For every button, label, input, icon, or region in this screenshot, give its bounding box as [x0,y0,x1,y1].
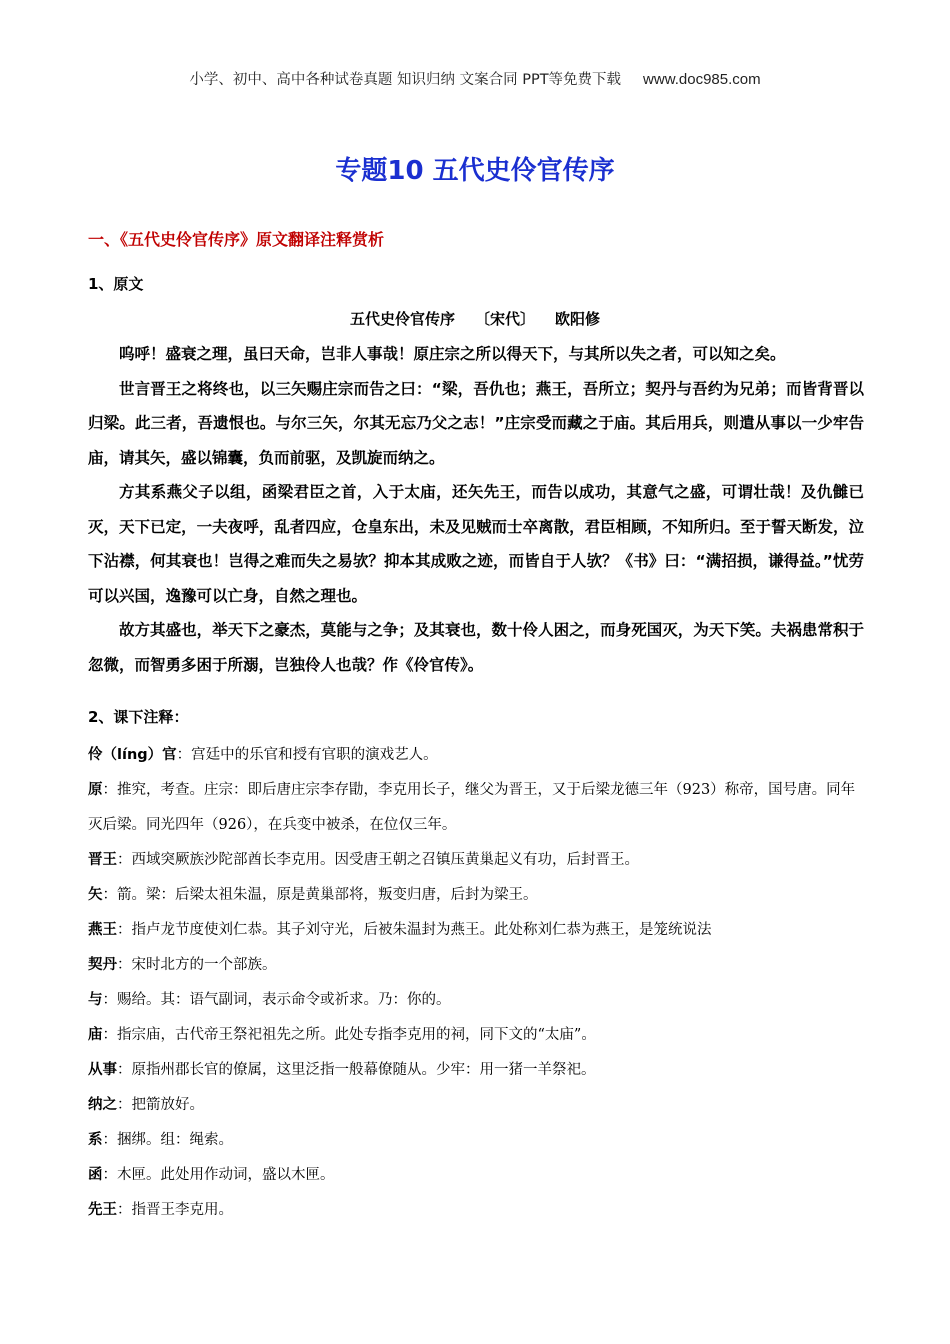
note-item [88,1053,864,1088]
paragraph: 故方其盛也，举天下之豪杰，莫能与之争；及其衰也，数十伶人困之，而身死国灭，为天下笑。夫祸患常积于忽微，而智勇多困于所溺，岂独伶人也哉？作《伶官传》。 [88,621,864,674]
note-text: ：箭。梁：后梁太祖朱温，原是黄巢部将，叛变归唐，后封为梁王。 [102,887,538,903]
note-item [88,773,864,843]
note-term: 与 [88,992,103,1008]
note-item [88,1158,864,1193]
header-text: 小学、初中、高中各种试卷真题 知识归纳 文案合同 PPT等免费下载 [189,72,622,88]
note-text: ：西域突厥族沙陀部酋长李克用。因受唐王朝之召镇压黄巢起义有功，后封晋王。 [117,852,639,868]
note-text: ：木匣。此处用作动词，盛以木匣。 [102,1167,335,1183]
note-text: ：捆绑。组：绳索。 [102,1132,233,1148]
note-term: 燕王 [88,922,117,938]
note-term: 函 [88,1167,103,1183]
section-heading: 一、《五代史伶官传序》原文翻译注释赏析 [88,230,385,249]
note-term: 伶（líng）官 [88,747,177,763]
note-item [88,1193,864,1228]
note-text: ：指卢龙节度使刘仁恭。其子刘守光，后被朱温封为燕王。此处称刘仁恭为燕王，是笼统说法 [117,922,712,938]
note-term: 系 [88,1132,103,1148]
note-text: ：推究，考查。庄宗：即后唐庄宗李存勖，李克用长子，继父为晋王，又于后梁龙德三年（923）称帝，国号唐。同年灭后梁。同光四年（926），在兵变中被杀，在位仅三年。 [88,782,856,833]
paragraph: 呜呼！盛衰之理，虽曰天命，岂非人事哉！原庄宗之所以得天下，与其所以失之者，可以知之矣。 [119,345,786,363]
note-term: 先王 [88,1202,117,1218]
note-item [88,913,864,948]
note-item [88,983,864,1018]
page-header [0,68,950,89]
note-term: 矢 [88,887,103,903]
note-term: 纳之 [88,1097,117,1113]
note-term: 契丹 [88,957,117,973]
note-item [88,878,864,913]
paragraph: 方其系燕父子以组，函梁君臣之首，入于太庙，还矢先王，而告以成功，其意气之盛，可谓壮哉！及仇雠已灭，天下已定，一夫夜呼，乱者四应，仓皇东出，未及见贼而士卒离散，君臣相顾，不知所归。至于誓天断发，泣下沾襟，何其衰也！岂得之难而失之易欤？抑本其成败之迹，而皆自于人欤？《书》曰：“满招损，谦得益。”忧劳可以兴国，逸豫可以亡身，自然之理也。 [88,483,864,605]
poem-author: 欧阳修 [555,310,601,328]
note-item [88,948,864,983]
original-text [88,337,864,682]
paragraph: 世言晋王之将终也，以三矢赐庄宗而告之曰：“梁，吾仇也；燕王，吾所立；契丹与吾约为兄弟；而皆背晋以归梁。此三者，吾遗恨也。与尔三矢，尔其无忘乃父之志！”庄宗受而藏之于庙。其后用兵，则遣从事以一少牢告庙，请其矢，盛以锦囊，负而前驱，及凯旋而纳之。 [88,379,864,467]
note-text: ：把箭放好。 [117,1097,204,1113]
note-text: ：宫廷中的乐官和授有官职的演戏艺人。 [176,747,438,763]
note-text: ：赐给。其：语气副词，表示命令或祈求。乃：你的。 [102,992,451,1008]
note-item [88,1088,864,1123]
header-url[interactable]: www.doc985.com [643,71,761,88]
notes-list [88,738,864,1228]
poem-title-line [0,308,950,329]
note-text: ：指晋王李克用。 [117,1202,233,1218]
note-item [88,1123,864,1158]
note-term: 庙 [88,1027,103,1043]
poem-dynasty: 〔宋代〕 [474,310,535,328]
note-item [88,738,864,773]
note-term: 晋王 [88,852,117,868]
note-item [88,843,864,878]
original-heading: 1、原文 [88,275,144,293]
page-title: 专题10 五代史伶官传序 [335,156,615,186]
note-term: 原 [88,782,103,798]
note-text: ：原指州郡长官的僚属，这里泛指一般幕僚随从。少牢：用一猪一羊祭祀。 [117,1062,596,1078]
note-item [88,1018,864,1053]
poem-title: 五代史伶官传序 [349,310,455,328]
note-text: ：指宗庙，古代帝王祭祀祖先之所。此处专指李克用的祠，同下文的“太庙”。 [102,1027,596,1043]
note-term: 从事 [88,1062,117,1078]
notes-heading: 2、课下注释： [88,708,189,726]
note-text: ：宋时北方的一个部族。 [117,957,277,973]
